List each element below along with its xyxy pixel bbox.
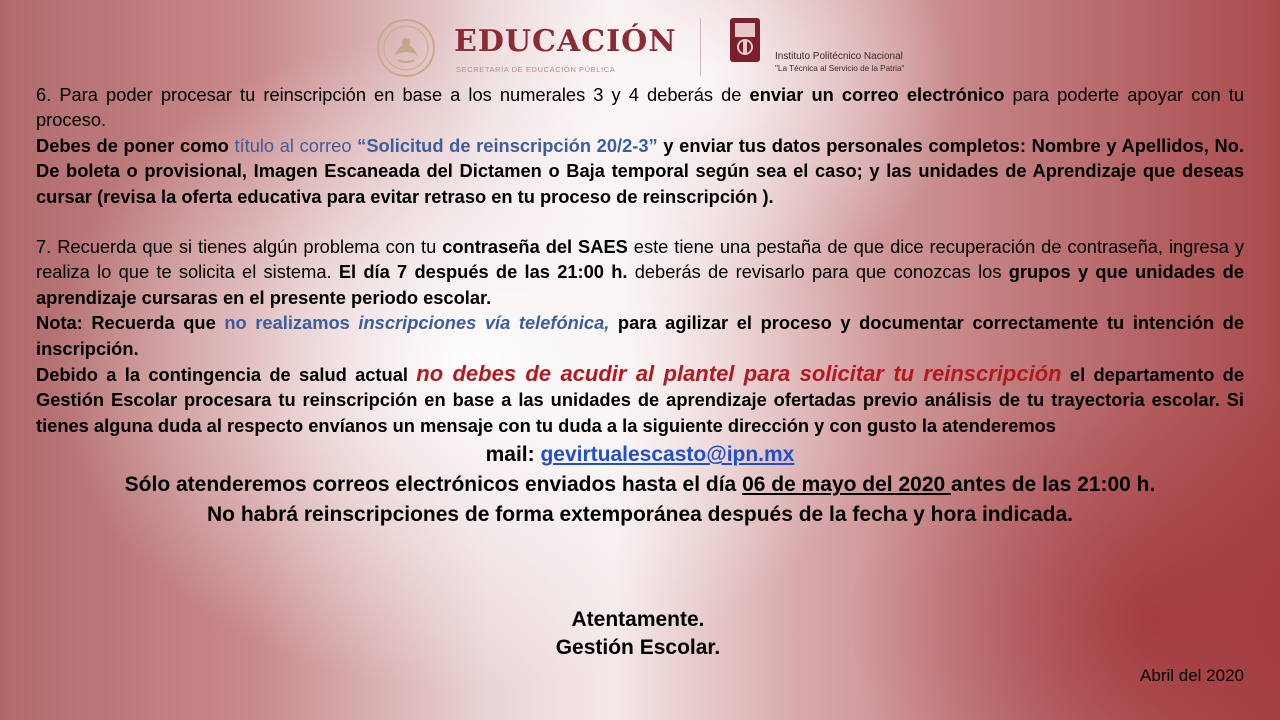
email-subject: “Solicitud de reinscripción 20/2-3” — [357, 134, 658, 156]
ipn-name: Instituto Politécnico Nacional — [775, 51, 903, 62]
announcement-body — [36, 82, 1244, 530]
education-subtitle: SECRETARÍA DE EDUCACIÓN PÚBLICA — [456, 65, 616, 74]
point-7 — [36, 234, 1244, 310]
spacer — [36, 209, 1244, 234]
text: deberás de revisarlo para que conozcas los — [627, 261, 1009, 283]
text-blue-italic: inscripciones vía telefónica, — [358, 312, 610, 334]
footer-date: Abril del 2020 — [1140, 666, 1244, 685]
text-blue: no realizamos — [224, 312, 359, 334]
text: para agilizar el proceso y documentar correctamente tu intención de inscripción. — [36, 312, 1245, 359]
warning-text: no debes de acudir al plantel para solicitar tu reinscripción — [416, 361, 1062, 387]
email-link[interactable]: gevirtualescasto@ipn.mx — [540, 443, 795, 467]
nota — [36, 310, 1244, 361]
text: antes de las 21:00 h. — [951, 473, 1156, 497]
text: para poderte apoyar con tu proceso. — [36, 84, 1244, 131]
closing — [0, 606, 1278, 662]
header — [372, 14, 912, 78]
text-blue: título al correo — [234, 134, 358, 156]
contingency-notice — [36, 361, 1244, 438]
closing-line-2: Gestión Escolar. — [555, 636, 721, 659]
mail-label: mail: — [485, 443, 541, 467]
text: este tiene una pestaña de que dice recuperación de contraseña, ingresa y realiza lo que te solicita el sistema. — [36, 236, 1244, 283]
ipn-motto: "La Técnica al Servicio de la Patria" — [775, 64, 905, 73]
text: 7. Recuerda que si tienes algún problema con tu — [36, 236, 443, 258]
closing-line-1: Atentamente. — [571, 608, 705, 631]
text-bold: grupos y que unidades de aprendizaje cursaras en el presente periodo escolar. — [36, 261, 1244, 308]
text: 6. Para poder procesar tu reinscripción en base a los numerales 3 y 4 deberás de — [36, 84, 750, 105]
ipn-logo-icon — [728, 16, 762, 66]
text-bold: contraseña del SAES — [442, 236, 628, 258]
text: Nota: Recuerda que — [36, 312, 225, 334]
education-title: EDUCACIÓN — [454, 24, 677, 59]
mail-line — [36, 440, 1244, 470]
text: el departamento de Gestión Escolar procesara tu reinscripción en base a las unidades de aprendizaje ofertadas previo análisis de tu trayectoria escolar. Si tienes alguna duda al respecto envíanos un mensaje con tu duda a la siguiente dirección y con gusto la atenderemos — [36, 364, 1245, 436]
deadline-line — [36, 470, 1244, 500]
text: Sólo atenderemos correos electrónicos enviados hasta el día — [124, 473, 743, 497]
deadline-date: 06 de mayo del 2020 — [742, 473, 952, 497]
point-6-intro — [36, 82, 1244, 133]
point-6-email-title — [36, 133, 1244, 209]
text-bold: enviar un correo electrónico — [749, 84, 1005, 105]
mexico-seal-icon — [376, 18, 436, 78]
text: Debes de poner como — [36, 134, 235, 156]
no-late-line: No habrá reinscripciones de forma extemporánea después de la fecha y hora indicada. — [207, 503, 1073, 527]
text: y enviar tus datos personales completos: Nombre y Apellidos, No. De boleta o provisional, Imagen Escaneada del Dictamen o Baja temporal según sea el caso; y las unidades de Aprendizaje que deseas cursar (revisa la oferta educativa para evitar retraso en tu proceso de reinscripción ). — [36, 134, 1245, 207]
text: Debido a la contingencia de salud actual — [36, 364, 417, 386]
text-bold: El día 7 después de las 21:00 h. — [338, 261, 628, 283]
header-divider — [700, 18, 701, 76]
